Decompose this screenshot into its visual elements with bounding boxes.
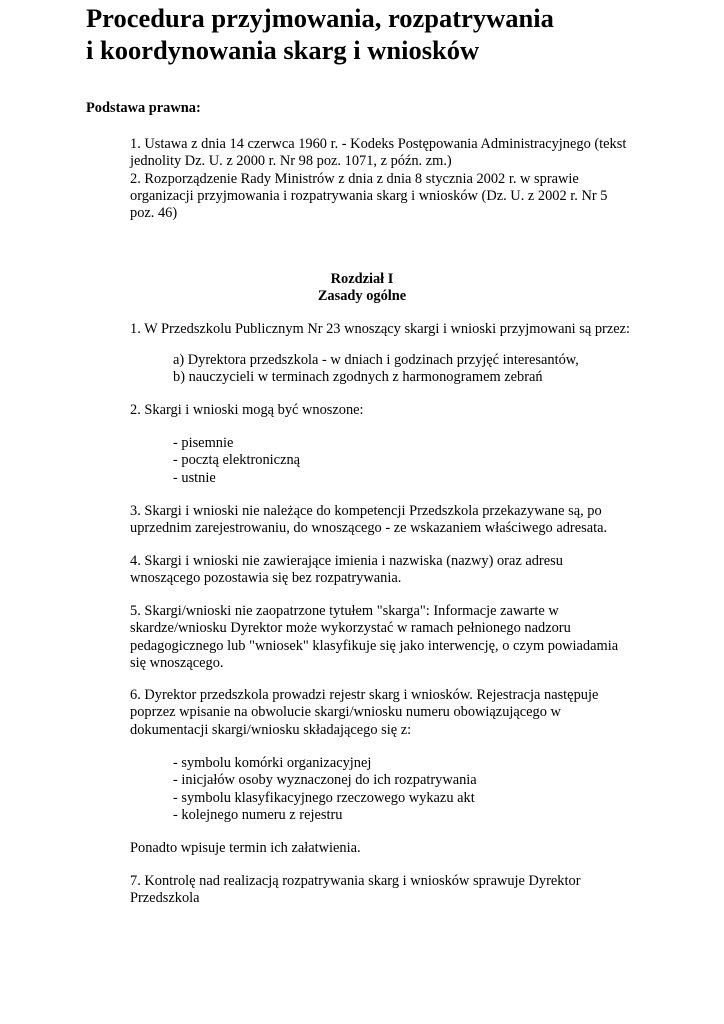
list-item: - ustnie: [173, 469, 216, 486]
legal-basis-heading: Podstawa prawna:: [86, 100, 201, 116]
section-3: [130, 503, 607, 538]
chapter-heading: [0, 271, 724, 306]
title-line-1: Procedura przyjmowania, rozpatrywania: [86, 3, 554, 33]
list-item: - inicjałów osoby wyznaczonej do ich rozpatrywania: [173, 772, 477, 789]
legal-basis-line: jednolity Dz. U. z 2000 r. Nr 98 poz. 1071, z późn. zm.): [130, 153, 452, 170]
paragraph-line: uprzednim zarejestrowaniu, do wnoszącego - ze wskazaniem właściwego adresata.: [130, 520, 608, 537]
paragraph-line: Przedszkola: [130, 890, 200, 907]
chapter-label: Rozdział I: [330, 271, 394, 287]
section-6: [130, 687, 598, 739]
paragraph-line: 6. Dyrektor przedszkola prowadzi rejestr skarg i wniosków. Rejestracja następuje: [130, 687, 599, 703]
paragraph-line: skardze/wniosku Dyrektor może wykorzystać w ramach pełnionego nadzoru: [130, 620, 571, 637]
legal-basis-line: 1. Ustawa z dnia 14 czerwca 1960 r. - Kodeks Postępowania Administracyjnego (tekst: [130, 136, 627, 152]
section-4: [130, 553, 563, 588]
list-item: - kolejnego numeru z rejestru: [173, 806, 343, 823]
legal-basis-line: poz. 46): [130, 205, 178, 222]
list-item: - pocztą elektroniczną: [173, 452, 301, 469]
paragraph-line: 4. Skargi i wnioski nie zawierające imienia i nazwiska (nazwy) oraz adresu: [130, 553, 563, 569]
list-item: b) nauczycieli w terminach zgodnych z harmonogramem zebrań: [173, 369, 543, 386]
section-5: [130, 603, 618, 672]
paragraph-line: dokumentacji skargi/wniosku składającego się z:: [130, 721, 412, 738]
paragraph-line: wnoszącego pozostawia się bez rozpatrywania.: [130, 570, 402, 587]
chapter-name: Zasady ogólne: [317, 288, 407, 305]
list-item: a) Dyrektora przedszkola - w dniach i godzinach przyjęć interesantów,: [173, 352, 579, 368]
section-6-list: [173, 755, 477, 824]
paragraph-line: pedagogicznego lub "wniosek" klasyfikuje się jako interwencję, o czym powiadamia: [130, 637, 619, 654]
section-1: 1. W Przedszkolu Publicznym Nr 23 wnoszący skargi i wnioski przyjmowani są przez:: [130, 321, 630, 337]
legal-basis-line: 2. Rozporządzenie Rady Ministrów z dnia z dnia 8 stycznia 2002 r. w sprawie: [130, 170, 579, 187]
paragraph-line: poprzez wpisanie na obwolucie skargi/wniosku numeru obowiązującego w: [130, 704, 561, 721]
title-line-2: i koordynowania skarg i wniosków: [86, 35, 480, 65]
section-7: [130, 873, 581, 908]
paragraph-line: 5. Skargi/wnioski nie zaopatrzone tytułem "skarga": Informacje zawarte w: [130, 603, 559, 619]
section-1-list: [173, 352, 579, 387]
paragraph-line: 7. Kontrolę nad realizacją rozpatrywania skarg i wniosków sprawuje Dyrektor: [130, 873, 581, 889]
paragraph-line: 3. Skargi i wnioski nie należące do kompetencji Przedszkola przekazywane są, po: [130, 503, 602, 519]
list-item: - symbolu komórki organizacyjnej: [173, 755, 372, 771]
document-title: [86, 2, 706, 66]
list-item: - pisemnie: [173, 435, 234, 451]
section-2-list: [173, 435, 300, 487]
section-2: 2. Skargi i wnioski mogą być wnoszone:: [130, 402, 364, 418]
legal-basis-line: organizacji przyjmowania i rozpatrywania skarg i wniosków (Dz. U. z 2002 r. Nr 5: [130, 187, 608, 204]
legal-basis-list: [130, 136, 626, 222]
section-6-note: Ponadto wpisuje termin ich załatwienia.: [130, 840, 361, 856]
paragraph-line: się wnoszącego.: [130, 654, 224, 671]
list-item: - symbolu klasyfikacyjnego rzeczowego wykazu akt: [173, 789, 475, 806]
